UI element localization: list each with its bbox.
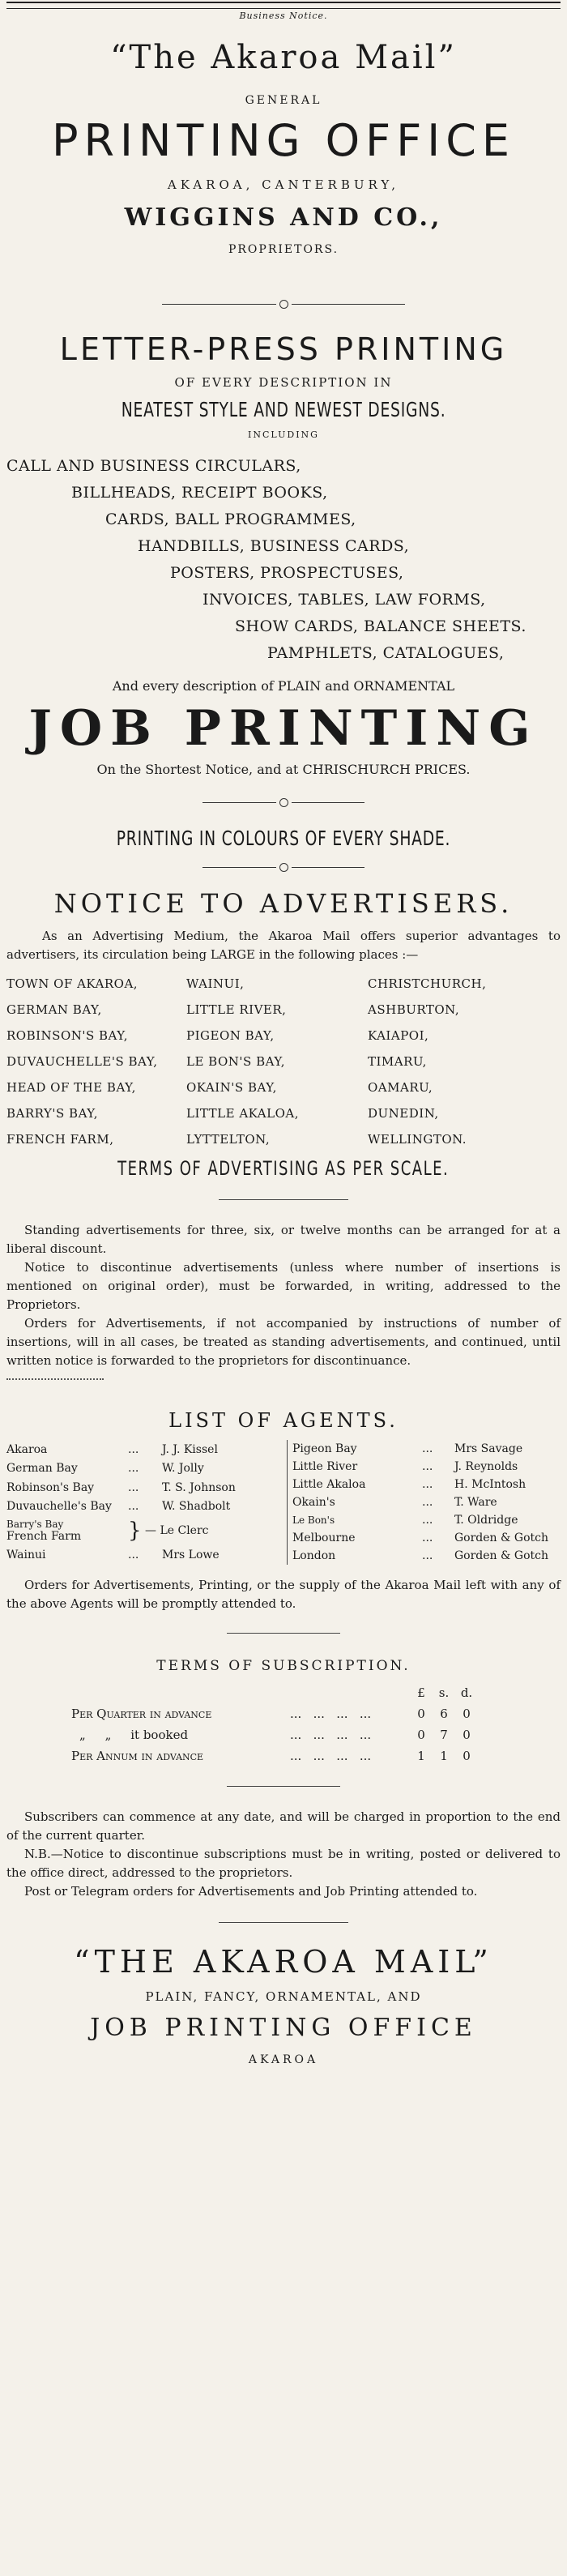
every-description-line: And every description of PLAIN and ORNAMENTAL — [112, 678, 455, 694]
of-every-line: OF EVERY DESCRIPTION IN — [174, 375, 393, 390]
notice-intro: As an Advertising Medium, the Akaroa Mail offers superior advantages to advertisers, its circulation being LARGE in the following places :— — [6, 929, 561, 962]
footer-akaroa: AKAROA — [248, 2053, 319, 2066]
notice-paragraph: Orders for Advertisements, if not accompanied by instructions of number of insertions, will in all cases, be treated as standing advertisements, and continued, until written notice is forwarded to the proprietors for discontinuance. — [6, 1316, 561, 1368]
list-item: PAMPHLETS, CATALOGUES, — [267, 644, 505, 662]
list-item: CALL AND BUSINESS CIRCULARS, — [6, 457, 301, 475]
table-row: Pigeon Bay ... Mrs Savage — [292, 1442, 523, 1455]
subscription-table — [71, 1682, 478, 1766]
including-label: INCLUDING — [248, 429, 319, 440]
table-row — [6, 1516, 282, 1545]
agents-right-column — [292, 1440, 560, 1565]
agents-table — [6, 1440, 561, 1565]
table-row: HEAD OF THE BAY, OKAIN'S BAY, OAMARU, — [6, 1080, 433, 1095]
table-row: German Bay ... W. Jolly — [6, 1462, 204, 1476]
printing-office-heading: PRINTING OFFICE — [51, 115, 516, 166]
french-farm-label: French Farm — [6, 1530, 82, 1544]
agents-orders-paragraph: Orders for Advertisements, Printing, or the supply of the Akaroa Mail left with any of the above Agents will be promptly attended to. — [6, 1578, 561, 1611]
short-rule — [219, 1922, 348, 1923]
neatest-line: NEATEST STYLE AND NEWEST DESIGNS. — [121, 398, 446, 421]
table-row: Akaroa ... J. J. Kissel — [6, 1442, 218, 1456]
list-item: INVOICES, TABLES, LAW FORMS, — [202, 591, 486, 609]
table-row: „ „ it booked ... ... ... ... 0 7 0 — [79, 1728, 471, 1742]
table-row: ROBINSON'S BAY, PIGEON BAY, KAIAPOI, — [6, 1028, 429, 1043]
job-printing-heading: JOB PRINTING — [28, 700, 539, 757]
colours-line: PRINTING IN COLOURS OF EVERY SHADE. — [116, 827, 451, 850]
ornament-divider — [162, 300, 405, 309]
table-row: GERMAN BAY, LITTLE RIVER, ASHBURTON, — [6, 1002, 460, 1017]
table-row: £ s. d. — [417, 1685, 473, 1700]
notice-paragraph: Notice to discontinue advertisements (unless where number of insertions is mentioned on original order), must be forwarded, in writing, addressed to the Proprietors. — [6, 1260, 561, 1312]
subscription-paragraph: Post or Telegram orders for Advertisements and Job Printing attended to. — [24, 1884, 478, 1899]
printing-items-list — [6, 453, 561, 667]
list-item: SHOW CARDS, BALANCE SHEETS. — [235, 617, 526, 635]
table-row: TOWN OF AKAROA, WAINUI, CHRISTCHURCH, — [6, 976, 487, 991]
subscription-paragraph: N.B.—Notice to discontinue subscriptions must be in writing, posted or delivered to the office direct, addressed to the proprietors. — [6, 1847, 561, 1880]
shortest-notice-line: On the Shortest Notice, and at CHRISCHURCH PRICES. — [96, 762, 471, 777]
notice-title: NOTICE TO ADVERTISERS. — [53, 888, 514, 919]
subscription-title: TERMS OF SUBSCRIPTION. — [156, 1658, 411, 1674]
le-clerc-agent: — Le Clerc — [145, 1524, 209, 1538]
short-rule — [219, 1199, 348, 1200]
list-item: BILLHEADS, RECEIPT BOOKS, — [71, 484, 328, 502]
column-divider — [287, 1440, 288, 1565]
general-label: GENERAL — [245, 94, 322, 107]
table-row: Okain's ... T. Ware — [292, 1496, 497, 1509]
table-row: Little Akaloa ... H. McIntosh — [292, 1478, 526, 1491]
mail-title: “The Akaroa Mail” — [110, 39, 457, 76]
table-row: London ... Gorden & Gotch — [292, 1549, 549, 1562]
dotted-rule — [6, 1378, 104, 1380]
list-item: POSTERS, PROSPECTUSES, — [170, 564, 404, 582]
table-row: Duvauchelle's Bay ... W. Shadbolt — [6, 1500, 231, 1514]
top-rule — [6, 2, 561, 9]
letterpress-title: LETTER-PRESS PRINTING — [59, 331, 508, 367]
location-line: AKAROA, CANTERBURY, — [167, 177, 400, 192]
table-row: FRENCH FARM, LYTTELTON, WELLINGTON. — [6, 1132, 467, 1147]
proprietors-label: PROPRIETORS. — [228, 243, 339, 256]
list-item: CARDS, BALL PROGRAMMES, — [105, 511, 356, 528]
short-rule — [227, 1633, 340, 1634]
table-row: Little River ... J. Reynolds — [292, 1460, 518, 1473]
short-rule — [227, 1786, 340, 1787]
table-row: BARRY'S BAY, LITTLE AKALOA, DUNEDIN, — [6, 1106, 439, 1121]
brace-icon: } — [128, 1519, 142, 1544]
table-row: Per Annum in advance ... ... ... ... 1 1 0 — [71, 1749, 471, 1763]
table-row: DUVAUCHELLE'S BAY, LE BON'S BAY, TIMARU, — [6, 1054, 427, 1069]
table-row: Melbourne ... Gorden & Gotch — [292, 1532, 549, 1544]
footer-mail-title: “THE AKAROA MAIL” — [74, 1944, 493, 1980]
proprietor-name: WIGGINS AND CO., — [124, 203, 443, 232]
notice-paragraph: Standing advertisements for three, six, or twelve months can be arranged for at a liberal discount. — [6, 1223, 561, 1256]
footer-job-office: JOB PRINTING OFFICE — [90, 2014, 477, 2042]
circulation-places-table — [6, 971, 557, 1152]
section-label: Business Notice. — [239, 11, 328, 21]
agents-title: LIST OF AGENTS. — [168, 1409, 399, 1432]
subscription-paragraph: Subscribers can commence at any date, and will be charged in proportion to the end of the current quarter. — [6, 1809, 561, 1843]
ornament-divider — [202, 863, 364, 872]
terms-line: TERMS OF ADVERTISING AS PER SCALE. — [117, 1157, 450, 1180]
table-row: Le Bon's ... T. Oldridge — [292, 1514, 518, 1527]
table-row: Robinson's Bay ... T. S. Johnson — [6, 1480, 236, 1494]
plain-fancy-line: PLAIN, FANCY, ORNAMENTAL, AND — [145, 1989, 422, 2004]
ornament-divider — [202, 798, 364, 807]
agents-left-column — [6, 1440, 282, 1565]
list-item: HANDBILLS, BUSINESS CARDS, — [138, 537, 410, 555]
newspaper-page — [0, 2, 567, 2576]
table-row: Wainui ... Mrs Lowe — [6, 1549, 220, 1562]
barrys-bay-label: Barry's Bay — [6, 1519, 64, 1531]
table-row: Per Quarter in advance ... ... ... ... 0 6 0 — [71, 1707, 471, 1721]
